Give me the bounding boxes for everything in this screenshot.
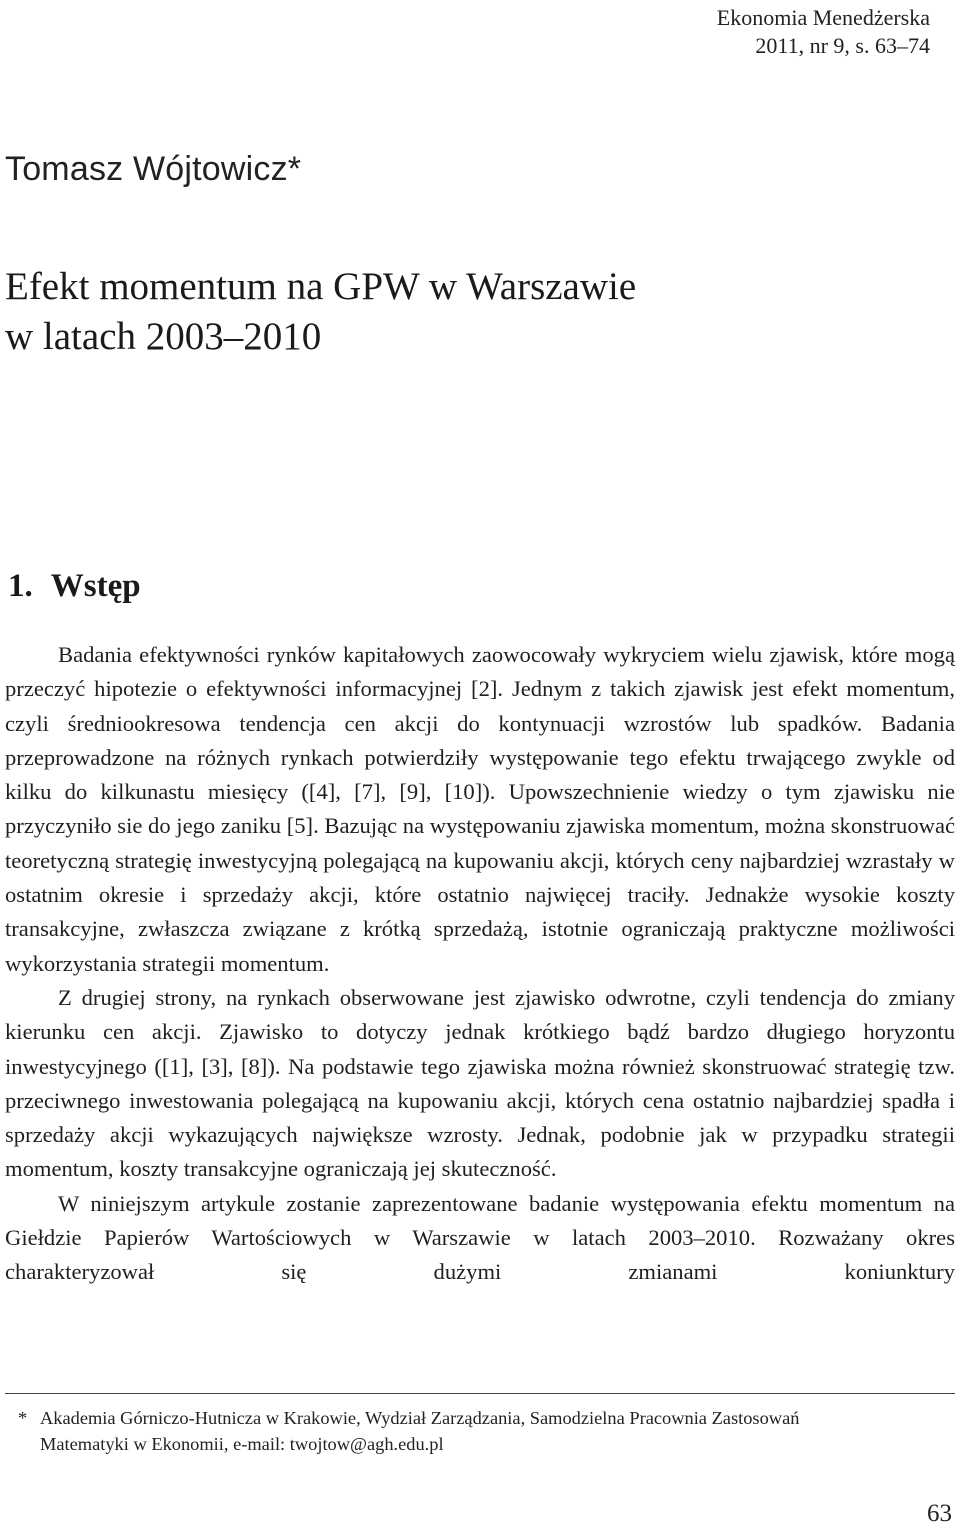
article-title-line2: w latach 2003–2010 bbox=[5, 315, 322, 358]
section-heading bbox=[8, 568, 141, 605]
footnote-separator bbox=[5, 1393, 955, 1394]
body-text bbox=[5, 638, 955, 1290]
article-title bbox=[5, 262, 945, 362]
paragraph-3: W niniejszym artykule zostanie zaprezentowane badanie występowania efektu momentum na Giełdzie Papierów Wartościowych w Warszawie w latach 2003–2010. Rozważany okres charakteryzował się dużymi zmianami koniunktury bbox=[5, 1190, 955, 1285]
section-number: 1. bbox=[8, 568, 33, 604]
footnote-email-line: Matematyki w Ekonomii, e-mail: twojtow@agh.edu.pl bbox=[40, 1434, 444, 1454]
footnote bbox=[18, 1405, 958, 1457]
paragraph-2: Z drugiej strony, na rynkach obserwowane jest zjawisko odwrotne, czyli tendencja do zmiany kierunku cen akcji. Zjawisko to dotyczy jednak krótkiego bądź bardzo długiego horyzontu inwestycyjnego ([1], [3], [8]). Na podstawie tego zjawiska można również skonstruować strategię tzw. przeciwnego inwestowania polegającą na kupowaniu akcji, których cena ostatnio najbardziej spadła i sprzedaży akcji wykazujących największe wzrosty. Jednak, podobnie jak w przypadku strategii momentum, koszty transakcyjne ograniczają jej skuteczność. bbox=[5, 984, 955, 1182]
journal-issue: 2011, nr 9, s. 63–74 bbox=[755, 33, 930, 58]
paragraph-1: Badania efektywności rynków kapitałowych zaowocowały wykryciem wielu zjawisk, które mogą przeczyć hipotezie o efektywności informacyjnej [2]. Jednym z takich zjawisk jest efekt momentum, czyli średniookresowa tendencja cen akcji do kontynuacji wzrostów lub spadków. Badania przeprowadzone na różnych rynkach potwierdziły występowanie tego efektu trwającego zwykle od kilku do kilkunastu miesięcy ([4], [7], [9], [10]). Upowszechnienie wiedzy o tym zjawisku nie przyczyniło sie do jego zaniku [5]. Bazując na występowaniu zjawiska momentum, można skonstruować teoretyczną strategię inwestycyjną polegającą na kupowaniu akcji, których ceny najbardziej wzrastały w ostatnim okresie i sprzedaży akcji, które ostatnio najwięcej traciły. Jednakże wysokie koszty transakcyjne, zwłaszcza związane z krótką sprzedażą, istotnie ograniczają praktyczne możliwości wykorzystania strategii momentum. bbox=[5, 642, 955, 976]
section-title: Wstęp bbox=[50, 568, 141, 604]
article-title-line1: Efekt momentum na GPW w Warszawie bbox=[5, 265, 637, 308]
page-number: 63 bbox=[927, 1500, 952, 1527]
footnote-mark: * bbox=[18, 1408, 28, 1428]
footnote-affiliation: Akademia Górniczo-Hutnicza w Krakowie, Wydział Zarządzania, Samodzielna Pracownia Zastosowań bbox=[40, 1408, 800, 1428]
journal-name: Ekonomia Menedżerska bbox=[716, 5, 930, 30]
author-name: Tomasz Wójtowicz* bbox=[5, 150, 302, 188]
journal-citation bbox=[717, 4, 930, 60]
